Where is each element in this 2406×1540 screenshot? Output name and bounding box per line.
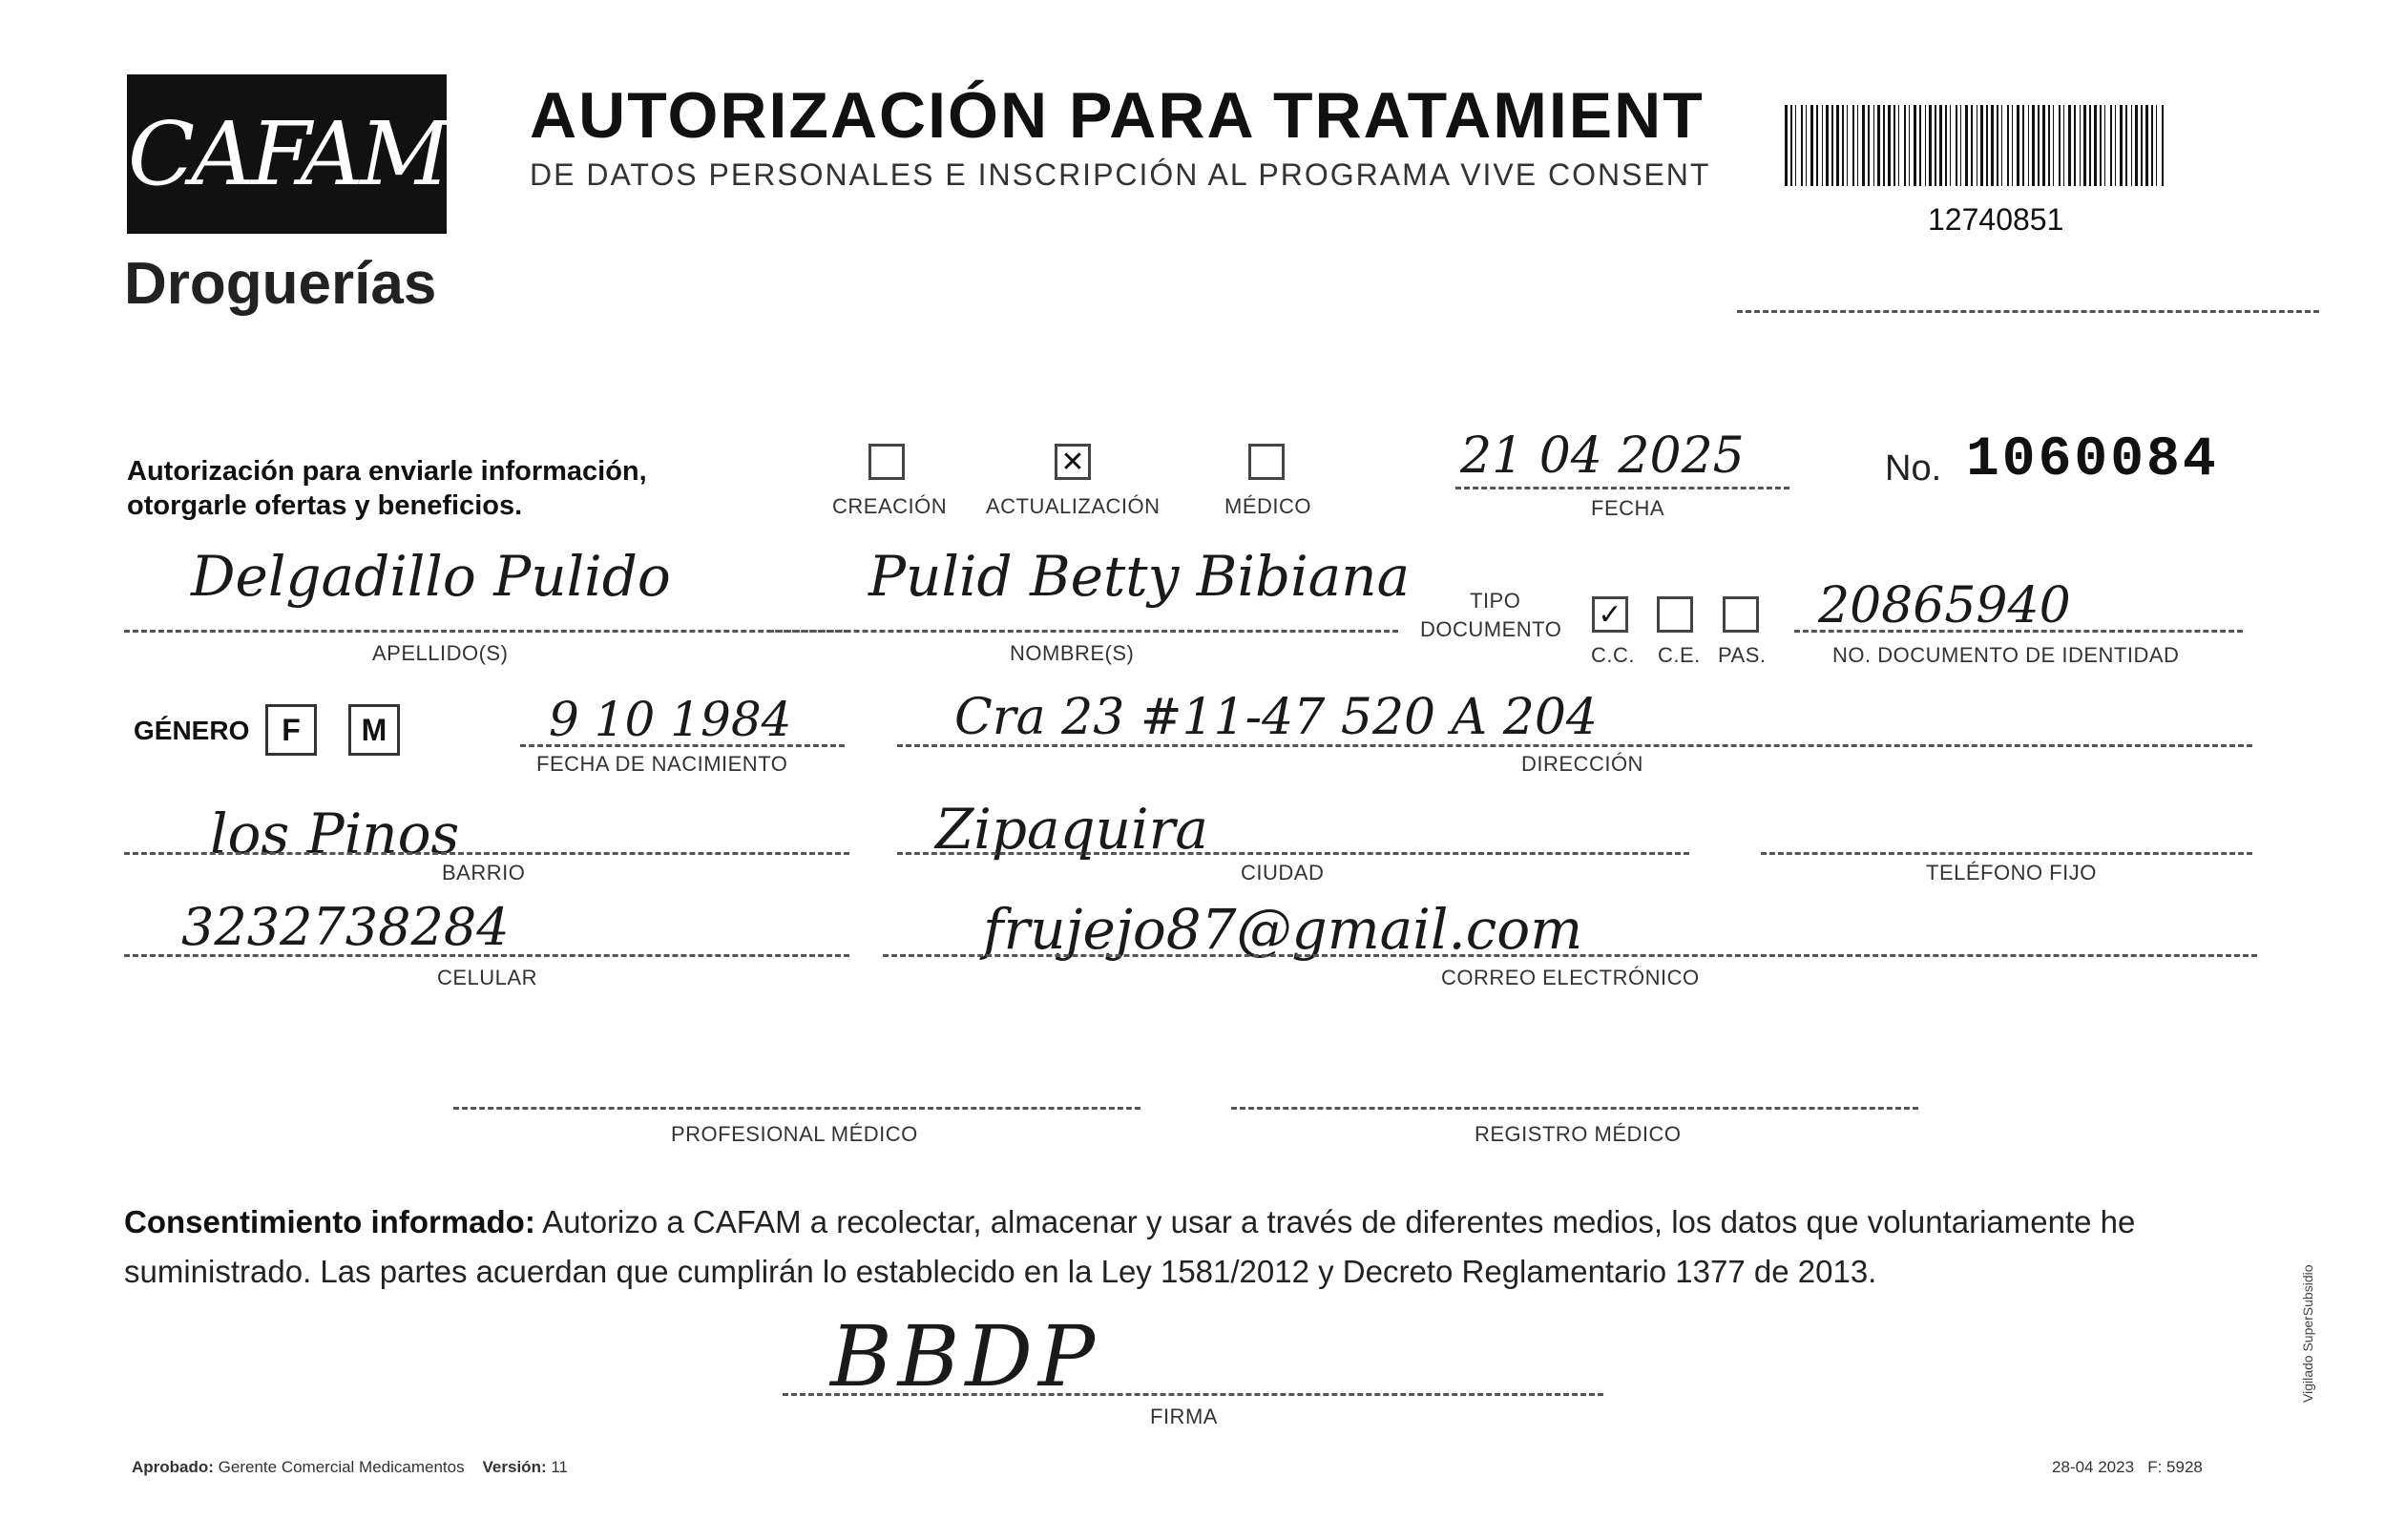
barrio-value: los Pinos [210, 801, 460, 866]
barcode-bar [2032, 105, 2035, 186]
checkbox-genero-f[interactable] [265, 704, 317, 756]
email-value: frujejo87@gmail.com [983, 897, 1583, 962]
barcode-bar [1883, 105, 1885, 186]
barcode-bar [2162, 105, 2164, 186]
label-medico: MÉDICO [1224, 494, 1311, 518]
barcode-bar [2083, 105, 2086, 186]
footer-code: F: 5928 [2147, 1458, 2203, 1476]
barcode-bar [2028, 105, 2029, 186]
celular-line[interactable] [124, 954, 849, 957]
form-subtitle: DE DATOS PERSONALES E INSCRIPCIÓN AL PROGRAMA VIVE CONSENT [530, 157, 1711, 192]
barcode-bar [1971, 105, 1973, 186]
apellidos-value: Delgadillo Pulido [191, 544, 671, 609]
barcode-bar [1898, 105, 1899, 186]
barcode-bar [2053, 105, 2054, 186]
label-cc: C.C. [1591, 643, 1635, 667]
barcode-bar [1877, 105, 1880, 186]
barcode [1785, 105, 2166, 186]
date-value: 21 04 2025 [1460, 427, 1745, 485]
doc-number-label: NO. DOCUMENTO DE IDENTIDAD [1832, 643, 2180, 667]
telefono-label: TELÉFONO FIJO [1926, 861, 2097, 884]
barcode-bar [1945, 105, 1947, 186]
authorization-text [127, 454, 647, 523]
barcode-bar [1785, 105, 1788, 186]
barcode-bar [2125, 105, 2127, 186]
footer-right [2052, 1458, 2203, 1477]
ciudad-label: CIUDAD [1241, 861, 1325, 884]
label-ce: C.E. [1658, 643, 1701, 667]
doc-number-line[interactable] [1794, 630, 2243, 633]
barcode-bar [1852, 105, 1854, 186]
address-label: DIRECCIÓN [1521, 752, 1643, 776]
signature-label: FIRMA [1150, 1405, 1218, 1428]
authorization-line-1: Autorización para enviarle información, [127, 456, 647, 487]
barcode-bar [1965, 105, 1968, 186]
telefono-line[interactable] [1761, 852, 2252, 855]
barcode-bar [1822, 105, 1823, 186]
checkbox-pas[interactable] [1723, 596, 1759, 633]
barrio-line[interactable] [124, 852, 849, 855]
barcode-bar [1929, 105, 1932, 186]
birth-label: FECHA DE NACIMIENTO [536, 752, 788, 776]
apellidos-line[interactable] [124, 630, 849, 633]
barcode-bar [2115, 105, 2116, 186]
barcode-bar [1960, 105, 1961, 186]
brand-subtitle: Droguerías [124, 251, 437, 317]
logo-text: CAFAM [127, 103, 447, 205]
checkbox-medico[interactable] [1248, 444, 1285, 480]
signature-value: BBDP [830, 1307, 1101, 1405]
barcode-bar [2063, 105, 2064, 186]
barcode-bar [2089, 105, 2091, 186]
nombres-label: NOMBRE(S) [1010, 641, 1135, 665]
barcode-bar [2022, 105, 2024, 186]
profesional-line[interactable] [453, 1107, 1140, 1110]
barcode-bar [1980, 105, 1983, 186]
barcode-bar [1857, 105, 1858, 186]
barcode-bar [2074, 105, 2076, 186]
barcode-bar [1831, 105, 1833, 186]
footer-approved [132, 1458, 568, 1477]
barcode-bar [1956, 105, 1957, 186]
barcode-bar [1873, 105, 1874, 186]
footer-date: 28-04 2023 [2052, 1458, 2135, 1476]
number-prefix: No. [1885, 448, 1942, 489]
barcode-bar [1893, 105, 1895, 186]
header-dashed-line [1737, 310, 2319, 313]
barcode-bar [1801, 105, 1803, 186]
ciudad-value: Zipaquira [935, 797, 1208, 862]
barcode-bar [1939, 105, 1942, 186]
label-actualizacion: ACTUALIZACIÓN [986, 494, 1161, 518]
date-label: FECHA [1591, 496, 1665, 520]
barcode-bar [2059, 105, 2061, 186]
barcode-bar [2131, 105, 2132, 186]
nombres-line[interactable] [768, 630, 1398, 633]
barcode-bar [1847, 105, 1848, 186]
checkbox-creacion[interactable] [868, 444, 905, 480]
barcode-bar [2048, 105, 2050, 186]
consent-heading: Consentimiento informado: [124, 1204, 535, 1239]
barcode-bar [2110, 105, 2112, 186]
barcode-bar [2100, 105, 2102, 186]
barrio-label: BARRIO [442, 861, 526, 884]
form-number: 1060084 [1966, 429, 2219, 491]
barcode-bar [1925, 105, 1926, 186]
barcode-bar [2012, 105, 2013, 186]
barcode-bar [2094, 105, 2097, 186]
barcode-bar [1919, 105, 1921, 186]
barcode-bar [2007, 105, 2009, 186]
cafam-logo [127, 74, 447, 234]
barcode-bar [2001, 105, 2002, 186]
label-pas: PAS. [1718, 643, 1767, 667]
address-line[interactable] [897, 744, 2252, 747]
consent-text: Autorizo a CAFAM a recolectar, almacenar y usar a través de diferentes medios, los datos que voluntariamente he suministrado. Las partes acuerdan que cumplirán lo establecido en la Ley 1581/2012 y Decreto Reglamentario 1377 de 2013. [124, 1204, 2136, 1289]
checkbox-cc[interactable]: ✓ [1592, 596, 1628, 633]
tipo-doc-label-1: TIPO [1470, 589, 1521, 613]
barcode-bar [2120, 105, 2123, 186]
barcode-bar [2151, 105, 2153, 186]
side-vigilado-text: Vigilado SuperSubsidio [2300, 1264, 2315, 1403]
label-creacion: CREACIÓN [832, 494, 948, 518]
birth-line[interactable] [520, 744, 845, 747]
barcode-bar [1950, 105, 1951, 186]
apellidos-label: APELLIDO(S) [372, 641, 509, 665]
barcode-bar [1997, 105, 1998, 186]
barcode-bar [2038, 105, 2040, 186]
barcode-bar [2104, 105, 2105, 186]
barcode-bar [1816, 105, 1818, 186]
barcode-bar [1790, 105, 1792, 186]
barcode-bar [1810, 105, 1813, 186]
genero-f-mark: F [282, 712, 301, 747]
barcode-bar [2156, 105, 2157, 186]
barcode-bar [2141, 105, 2143, 186]
consent-paragraph [124, 1197, 2262, 1297]
ciudad-line[interactable] [897, 852, 1689, 855]
barcode-bar [2068, 105, 2071, 186]
barcode-bar [1862, 105, 1865, 186]
version-label: Versión: [482, 1458, 547, 1476]
barcode-bar [1868, 105, 1870, 186]
email-line[interactable] [883, 954, 2257, 957]
barcode-bar [1914, 105, 1916, 186]
aprobado-label: Aprobado: [132, 1458, 214, 1476]
barcode-bar [2017, 105, 2019, 186]
address-value: Cra 23 #11-47 520 A 204 [954, 689, 1598, 746]
email-label: CORREO ELECTRÓNICO [1441, 966, 1700, 989]
doc-number-value: 20865940 [1818, 577, 2071, 635]
profesional-label: PROFESIONAL MÉDICO [671, 1122, 918, 1146]
genero-m-mark: M [361, 712, 387, 747]
barcode-bar [1826, 105, 1829, 186]
genero-label: GÉNERO [134, 716, 250, 745]
version-value: 11 [551, 1458, 569, 1476]
aprobado-value: Gerente Comercial Medicamentos [218, 1458, 465, 1476]
celular-value: 3232738284 [181, 897, 510, 957]
tipo-doc-label-2: DOCUMENTO [1420, 617, 1562, 641]
form-title: AUTORIZACIÓN PARA TRATAMIENT [530, 79, 1705, 152]
checkbox-ce[interactable] [1657, 596, 1693, 633]
date-line [1455, 487, 1789, 489]
signature-line[interactable] [783, 1393, 1603, 1396]
barcode-bar [1909, 105, 1910, 186]
barcode-bar [1795, 105, 1796, 186]
birth-value: 9 10 1984 [549, 692, 792, 747]
registro-line[interactable] [1231, 1107, 1918, 1110]
barcode-bar [1836, 105, 1839, 186]
barcode-bar [1806, 105, 1807, 186]
celular-label: CELULAR [437, 966, 537, 989]
barcode-bar [1991, 105, 1994, 186]
barcode-bar [1842, 105, 1844, 186]
barcode-bar [2145, 105, 2148, 186]
barcode-bar [1904, 105, 1906, 186]
barcode-bar [1935, 105, 1936, 186]
barcode-bar [2080, 105, 2081, 186]
nombres-value: Pulid Betty Bibiana [868, 544, 1411, 609]
checkbox-genero-m[interactable] [348, 704, 400, 756]
barcode-bar [2042, 105, 2045, 186]
barcode-number: 12740851 [1928, 202, 2064, 237]
checkbox-actualizacion[interactable]: ✕ [1055, 444, 1091, 480]
barcode-bar [1888, 105, 1891, 186]
authorization-line-2: otorgarle ofertas y beneficios. [127, 490, 523, 521]
registro-label: REGISTRO MÉDICO [1475, 1122, 1682, 1146]
barcode-bar [2135, 105, 2138, 186]
barcode-bar [1986, 105, 1988, 186]
